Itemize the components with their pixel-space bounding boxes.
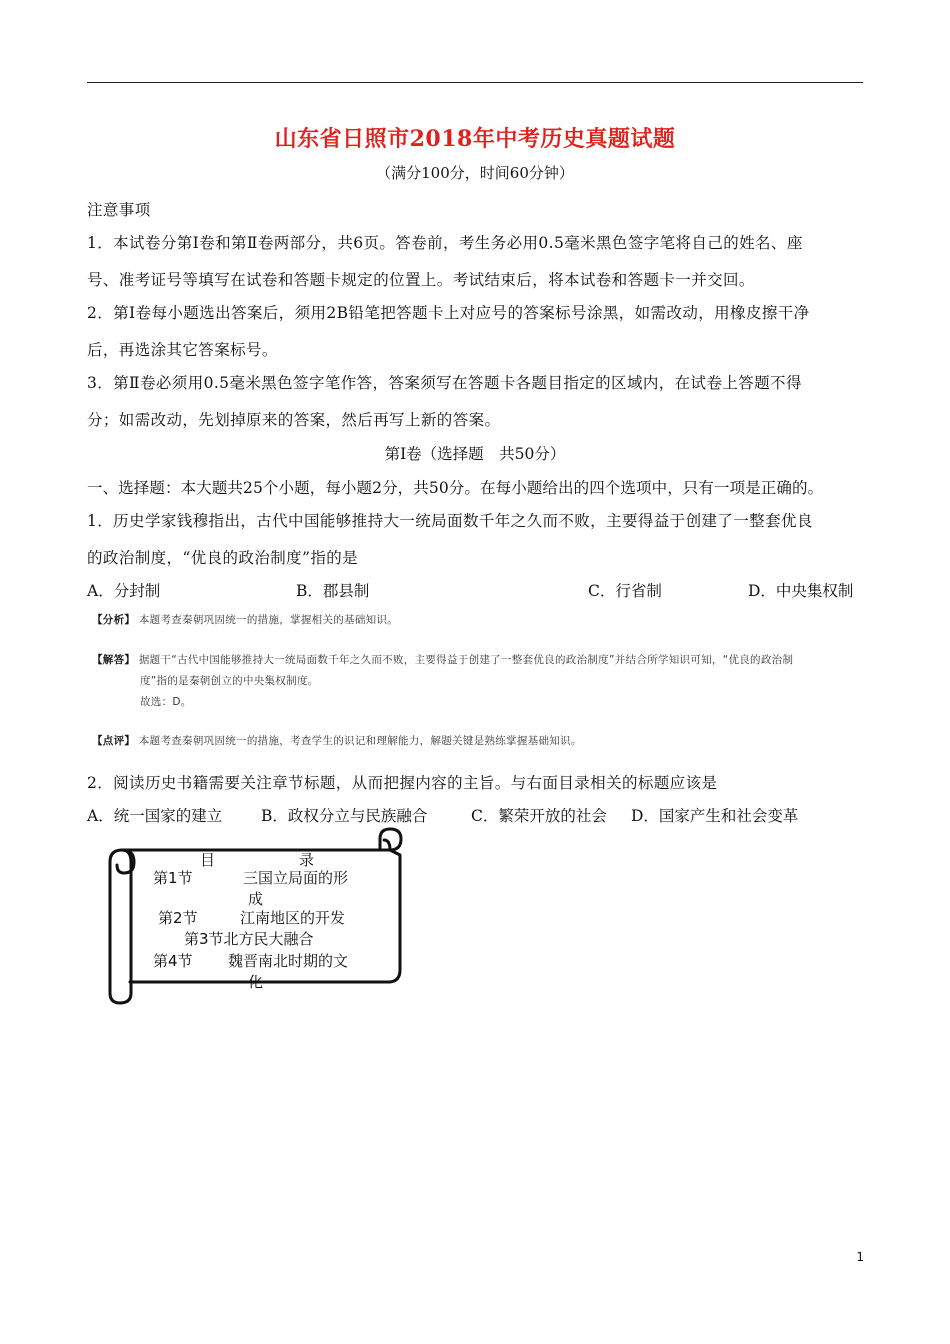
question-1-line-2: 的政治制度，“优良的政治制度”指的是 bbox=[87, 549, 359, 567]
comment-text: 本题考查秦朝巩固统一的措施，考查学生的识记和理解能力，解题关键是熟练掌握基础知识。 bbox=[138, 735, 582, 747]
scroll-section-4-wrap: 化 bbox=[248, 973, 264, 991]
notice-item-1-line-1: 1．本试卷分第Ⅰ卷和第Ⅱ卷两部分，共6页。答卷前，考生务必用0.5毫米黑色签字笔将自己的姓名、座 bbox=[87, 234, 803, 252]
scroll-heading-right: 录 bbox=[299, 851, 315, 869]
scroll-section-3: 第3节北方民大融合 bbox=[184, 930, 314, 948]
page-number: 1 bbox=[856, 1250, 864, 1264]
question-1-line-1: 1．历史学家钱穆指出，古代中国能够推持大一统局面数千年之久而不败，主要得益于创建了一整套优良 bbox=[87, 512, 813, 530]
page-subtitle: （满分100分，时间60分钟） bbox=[376, 164, 574, 182]
question-2-line-1: 2．阅读历史书籍需要关注章节标题，从而把握内容的主旨。与右面目录相关的标题应该是 bbox=[87, 774, 718, 792]
scroll-section-4-label: 第4节 bbox=[153, 952, 193, 970]
notice-item-3-line-1: 3．第Ⅱ卷必须用0.5毫米黑色签字笔作答，答案须写在答题卡各题目指定的区域内，在试卷上答题不得 bbox=[87, 374, 802, 392]
notice-item-1-line-2: 号、准考证号等填写在试卷和答题卡规定的位置上。考试结束后，将本试卷和答题卡一并交回。 bbox=[87, 271, 755, 289]
q2-option-a: A．统一国家的建立 bbox=[87, 807, 223, 825]
answer-text-1: 据题干“古代中国能够推持大一统局面数千年之久而不败，主要得益于创建了一整套优良的政治制度”并结合所学知识可知，“优良的政治制 bbox=[138, 654, 794, 666]
section-intro: 一、选择题：本大题共25个小题，每小题2分，共50分。在每小题给出的四个选项中，只有一项是正确的。 bbox=[87, 479, 824, 497]
q1-analysis bbox=[92, 612, 398, 627]
q1-answer-line-3: 故选：D。 bbox=[140, 696, 192, 708]
notice-item-2-line-2: 后，再选涂其它答案标号。 bbox=[87, 341, 278, 359]
scroll-section-1-label: 第1节 bbox=[153, 869, 193, 887]
scroll-section-1-title: 三国立局面的形 bbox=[243, 869, 349, 887]
q2-option-c: C．繁荣开放的社会 bbox=[471, 807, 607, 825]
comment-label: 【点评】 bbox=[92, 735, 136, 747]
q2-option-d: D．国家产生和社会变革 bbox=[631, 807, 799, 825]
scroll-section-2-label: 第2节 bbox=[158, 909, 198, 927]
analysis-label: 【分析】 bbox=[92, 614, 136, 626]
page-title: 山东省日照市2018年中考历史真题试题 bbox=[274, 126, 676, 152]
q1-option-b: B．郡县制 bbox=[296, 582, 370, 600]
scroll-section-1-wrap: 成 bbox=[248, 890, 264, 908]
q1-option-d: D．中央集权制 bbox=[748, 582, 854, 600]
scroll-section-4-title: 魏晋南北时期的文 bbox=[228, 952, 349, 970]
answer-label: 【解答】 bbox=[92, 654, 136, 666]
q1-answer-line-2: 度”指的是秦朝创立的中央集权制度。 bbox=[140, 675, 319, 687]
section-title: 第Ⅰ卷（选择题 共50分） bbox=[384, 445, 566, 463]
header-rule bbox=[87, 82, 863, 83]
notice-heading: 注意事项 bbox=[87, 201, 151, 219]
q1-option-c: C．行省制 bbox=[588, 582, 662, 600]
notice-item-3-line-2: 分；如需改动，先划掉原来的答案，然后再写上新的答案。 bbox=[87, 411, 501, 429]
analysis-text: 本题考查秦朝巩固统一的措施，掌握相关的基础知识。 bbox=[138, 614, 399, 626]
q1-comment bbox=[92, 733, 582, 748]
scroll-heading-left: 目 bbox=[200, 851, 216, 869]
q1-option-a: A．分封制 bbox=[87, 582, 161, 600]
scroll-section-2-title: 江南地区的开发 bbox=[240, 909, 346, 927]
notice-item-2-line-1: 2．第Ⅰ卷每小题选出答案后，须用2B铅笔把答题卡上对应号的答案标号涂黑，如需改动，用橡皮擦干净 bbox=[87, 304, 810, 322]
q2-option-b: B．政权分立与民族融合 bbox=[261, 807, 428, 825]
q1-answer-line-1 bbox=[92, 652, 793, 667]
